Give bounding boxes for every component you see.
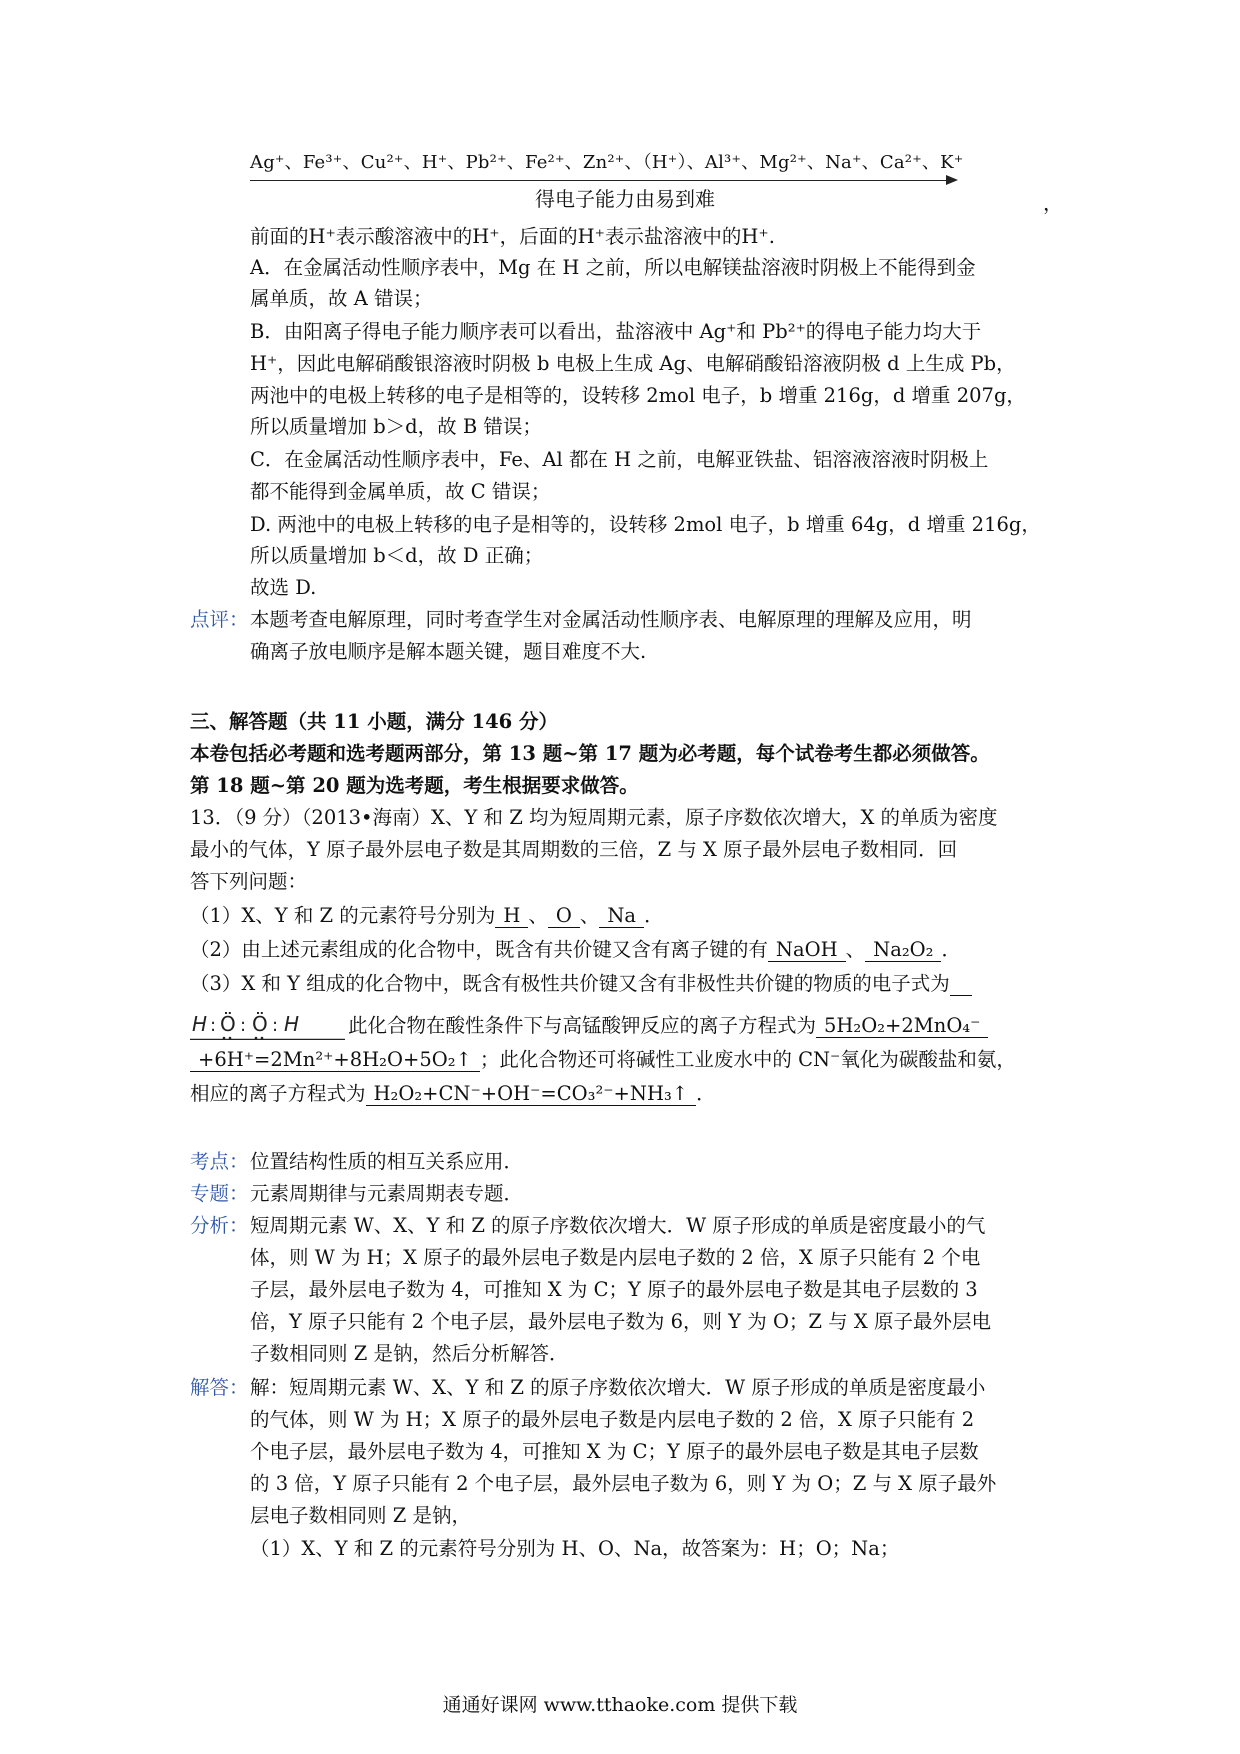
separator: 、: [806, 152, 826, 173]
solution-line: 故选 D.: [250, 576, 317, 599]
trailing-comma: ，: [1043, 191, 1063, 215]
arrow-right-icon: [946, 175, 958, 185]
separator: 、: [921, 152, 941, 173]
ion-label: Cu²⁺: [360, 152, 404, 173]
question-stem: 最小的气体，Y 原子最外层电子数是其周期数的三倍，Z 与 X 原子最外层电子数相同．回: [190, 838, 958, 861]
jieda-label: 解答：: [190, 1376, 249, 1399]
fenxi-line: 子数相同则 Z 是钠，然后分析解答．: [250, 1342, 569, 1365]
separator: 、: [447, 152, 466, 173]
ion-label: Fe²⁺: [524, 152, 565, 173]
jieda-line: （1）X、Y 和 Z 的元素符号分别为 H、O、Na，故答案为：H；O；Na；: [250, 1537, 900, 1560]
fenxi-line: 倍，Y 原子只能有 2 个电子层，最外层电子数为 6，则 Y 为 O；Z 与 X 原子最外层电: [250, 1310, 991, 1333]
comment-line: 本题考查电解原理，同时考查学生对金属活动性顺序表、电解原理的理解及应用，明: [250, 608, 972, 631]
separator: 、: [342, 152, 361, 173]
q3-mid2: ；此化合物还可将碱性工业废水中的 CN⁻氧化为碳酸盐和氨，: [479, 1048, 1016, 1071]
svg-text:H: H: [192, 1012, 208, 1036]
question-part-3-cont: [348, 1010, 988, 1042]
answer-blank: 5H₂O₂+2MnO₄⁻: [816, 1015, 988, 1038]
svg-text::: :: [210, 1015, 217, 1036]
separator: 、: [624, 152, 643, 173]
question-part-2: [190, 934, 961, 966]
answer-blank: Na: [599, 905, 644, 928]
kaodian-label: 考点：: [190, 1150, 249, 1173]
question-part-3-cont3: [190, 1078, 716, 1110]
period: ．: [941, 938, 961, 961]
solution-line: A．在金属活动性顺序表中，Mg 在 H 之前，所以电解镁盐溶液时阴极上不能得到金: [250, 256, 976, 279]
ion-series: [250, 148, 1050, 174]
q3-prefix: （3）X 和 Y 组成的化合物中，既含有极性共价键又含有非极性共价键的物质的电子式为: [190, 972, 950, 995]
q3-prefix2: 相应的离子方程式为: [190, 1082, 366, 1105]
separator: 、: [528, 904, 548, 927]
solution-line: 两池中的电极上转移的电子是相等的，设转移 2mol 电子，b 增重 216g，d 增重 207g，: [250, 384, 1026, 407]
ion-label: Pb²⁺: [465, 152, 507, 173]
solution-line: 前面的H⁺表示酸溶液中的H⁺，后面的H⁺表示盐溶液中的H⁺.: [250, 225, 775, 248]
solution-line: C．在金属活动性顺序表中，Fe、Al 都在 H 之前，电解亚铁盐、铝溶液溶液时阴极上: [250, 448, 989, 471]
separator: 、: [741, 152, 760, 173]
ion-label: （H⁺）: [642, 152, 687, 173]
solution-line: D. 两池中的电极上转移的电子是相等的，设转移 2mol 电子，b 增重 64g，d 增重 216g，: [250, 513, 1041, 536]
separator: 、: [284, 152, 303, 173]
section-note: 本卷包括必考题和选考题两部分，第 13 题~第 17 题为必考题，每个试卷考生都必须做答。: [190, 742, 990, 765]
ion-label: Na⁺: [825, 152, 862, 173]
svg-text:Ö: Ö: [252, 1012, 268, 1036]
question-stem: 答下列问题：: [190, 870, 308, 893]
separator: 、: [506, 152, 525, 173]
comment-line: 确离子放电顺序是解本题关键，题目难度不大.: [250, 640, 647, 663]
solution-line: 都不能得到金属单质，故 C 错误；: [250, 480, 551, 503]
zhuanti-text: 元素周期律与元素周期表专题．: [250, 1182, 524, 1205]
separator: 、: [403, 152, 422, 173]
solution-line: B．由阳离子得电子能力顺序表可以看出，盐溶液中 Ag⁺和 Pb²⁺的得电子能力均大于: [250, 320, 982, 343]
ion-label: Fe³⁺: [302, 152, 343, 173]
fenxi-label: 分析：: [190, 1214, 249, 1237]
zhuanti-label: 专题：: [190, 1182, 249, 1205]
svg-text::: :: [240, 1015, 247, 1036]
period: ．: [696, 1082, 716, 1105]
question-part-3-cont2: [190, 1044, 1016, 1076]
ion-label: K⁺: [940, 152, 964, 173]
ion-label: Mg²⁺: [759, 152, 807, 173]
q3-mid: 此化合物在酸性条件下与高锰酸钾反应的离子方程式为: [348, 1014, 817, 1037]
separator: 、: [686, 152, 705, 173]
ion-label: Ag⁺: [250, 152, 285, 173]
solution-line: 所以质量增加 b＞d，故 B 错误；: [250, 415, 542, 438]
answer-blank: H₂O₂+CN⁻+OH⁻=CO₃²⁻+NH₃↑: [366, 1083, 697, 1106]
section-title: 三、解答题（共 11 小题，满分 146 分）: [190, 710, 558, 733]
answer-blank: H: [495, 905, 528, 928]
jieda-line: 的 3 倍，Y 原子只能有 2 个电子层，最外层电子数为 6，则 Y 为 O；Z 与 X 原子最外: [250, 1472, 997, 1495]
arrow-line: [250, 180, 954, 181]
answer-blank: Na₂O₂: [865, 939, 941, 962]
ion-label: Zn²⁺: [582, 152, 625, 173]
fenxi-line: 体，则 W 为 H；X 原子的最外层电子数是内层电子数的 2 倍，X 原子只能有 2 个电: [250, 1246, 981, 1269]
svg-text:Ö: Ö: [220, 1012, 236, 1036]
jieda-line: 层电子数相同则 Z 是钠，: [250, 1504, 471, 1527]
answer-blank: +6H⁺=2Mn²⁺+8H₂O+5O₂↑: [190, 1049, 480, 1072]
ion-label: H⁺: [421, 152, 448, 173]
solution-line: 属单质，故 A 错误；: [250, 287, 433, 310]
fenxi-line: 子层，最外层电子数为 4，可推知 X 为 C；Y 原子的最外层电子数是其电子层数的 3: [250, 1278, 978, 1301]
electron-dot-formula: [190, 1010, 345, 1040]
separator: 、: [861, 152, 880, 173]
answer-blank: O: [548, 905, 580, 928]
answer-blank: [950, 973, 972, 996]
ion-label: Ca²⁺: [879, 152, 922, 173]
question-stem: 13．（9 分）（2013•海南）X、Y 和 Z 均为短周期元素，原子序数依次增大，X 的单质为密度: [190, 806, 998, 829]
separator: 、: [564, 152, 583, 173]
solution-line: 所以质量增加 b＜d，故 D 正确；: [250, 544, 544, 567]
section-note: 第 18 题~第 20 题为选考题，考生根据要求做答。: [190, 774, 639, 797]
svg-text::: :: [272, 1015, 279, 1036]
separator: 、: [579, 904, 600, 927]
period: ．: [644, 904, 664, 927]
kaodian-text: 位置结构性质的相互关系应用．: [250, 1150, 524, 1173]
svg-text:H: H: [284, 1012, 300, 1036]
arrow-label: 得电子能力由易到难: [535, 187, 715, 211]
comment-label: 点评：: [190, 608, 249, 631]
jieda-line: 个电子层，最外层电子数为 4，可推知 X 为 C；Y 原子的最外层电子数是其电子层数: [250, 1440, 979, 1463]
page-footer: 通通好课网 www.tthaoke.com 提供下载: [442, 1694, 798, 1716]
question-part-1: [190, 900, 664, 932]
question-part-3: [190, 968, 972, 1000]
answer-blank: NaOH: [768, 939, 846, 962]
jieda-line: 的气体，则 W 为 H；X 原子的最外层电子数是内层电子数的 2 倍，X 原子只能有 2: [250, 1408, 975, 1431]
q1-prefix: （1）X、Y 和 Z 的元素符号分别为: [190, 904, 496, 927]
solution-line: H⁺，因此电解硝酸银溶液时阴极 b 电极上生成 Ag、电解硝酸铅溶液阴极 d 上生成 Pb，: [250, 352, 1016, 375]
jieda-line: 解：短周期元素 W、X、Y 和 Z 的原子序数依次增大．W 原子形成的单质是密度最小: [250, 1376, 986, 1399]
q2-prefix: （2）由上述元素组成的化合物中，既含有共价键又含有离子键的有: [190, 938, 768, 961]
ion-label: Al³⁺: [704, 152, 742, 173]
separator: 、: [845, 938, 866, 961]
fenxi-line: 短周期元素 W、X、Y 和 Z 的原子序数依次增大．W 原子形成的单质是密度最小的气: [250, 1214, 986, 1237]
